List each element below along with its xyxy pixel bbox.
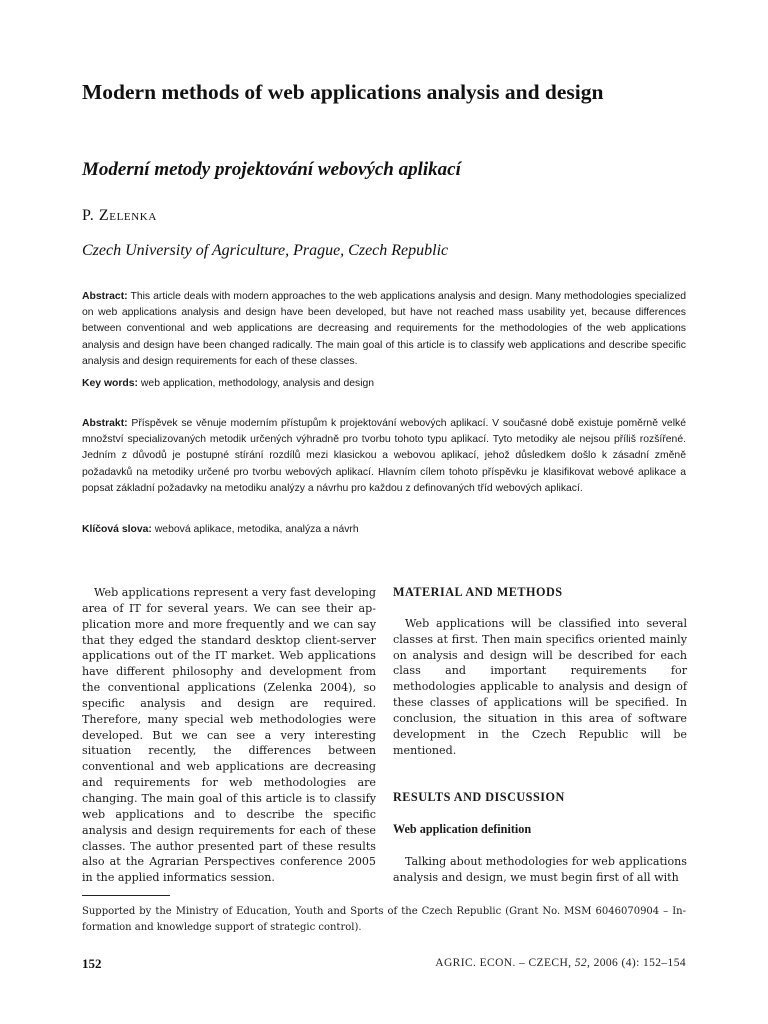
keywords-text: web application, methodology, analysis and design [140,378,375,389]
article-title: Modern methods of web applications analysis and design [82,80,604,104]
journal-citation-footer [435,957,686,969]
keywords-label: Key words: [82,378,139,389]
section-heading-material-methods: MATERIAL AND METHODS [393,585,563,599]
footnote-divider [82,895,170,896]
abstract-english [82,289,686,370]
keywords-english [82,376,686,392]
journal-issue-pages: 2006 (4): 152–154 [593,957,686,969]
body-column-right [393,585,687,886]
body-column-left [82,585,376,886]
journal-volume: 52, [574,957,591,969]
abstract-text: This article deals with modern approaches to the web applications analysis and design. Many methodologies specialized on web applications analysis and design have been developed, but have not reached mass usability yet, because differences between conventional and web applications are decreasing and requirements for the methodologies of the web applications analysis and design have been changed radically. The main goal of this article is to classify web applications and describe specific analysis and design requirements for each of these classes. [82,291,687,367]
abstrakt-label: Abstrakt: [82,418,128,429]
material-methods-paragraph: Web applications will be classified into several classes at first. Then main specifics oriented mainly on analysis and design will be described for each class and important requirements for methodologies applicable to analysis and design of these classes of applications will be specified. In conclusion, the situation in this area of software development in the Czech Republic will be mentioned. [393,616,687,757]
author-name: P. Zelenka [82,207,157,224]
subsection-heading-web-application-definition: Web application definition [393,822,532,837]
definition-paragraph: Talking about methodologies for web applications analysis and design, we must begin first of all with [393,855,687,884]
abstract-czech [82,416,686,497]
article-subtitle-czech: Moderní metody projektování webových aplikací [82,159,461,180]
author-affiliation: Czech University of Agriculture, Prague, Czech Republic [82,242,449,259]
abstract-label: Abstract: [82,291,128,302]
introduction-paragraph: Web applications represent a very fast developing area of IT for several years. We can see their application more and more frequently and we can say that they edged the standard desktop client-server applications out of the IT market. Web applications have different philosophy and development from the conventional applications (Zelenka 2004), so specific analysis and design are required. Therefore, many special web methodologies were developed. But we can see a very interesting situation recently, the differences between conventional and web applications are decreasing and requirements for web methodologies are changing. The main goal of this article is to classify web applications and to describe the specific analysis and design requirements for each of these classes. The author presented part of these results also at the Agrarian Perspectives conference 2005 in the applied informatics session. [82,586,376,885]
klicova-slova-text: webová aplikace, metodika, analýza a návrh [154,524,359,535]
klicova-slova-label: Klíčová slova: [82,524,152,535]
funding-footnote: Supported by the Ministry of Education, Youth and Sports of the Czech Republic (Grant No. MSM 6046070904 – Information and knowledge support of strategic control). [82,906,686,933]
section-heading-results-discussion: RESULTS AND DISCUSSION [393,790,565,805]
journal-name: AGRIC. ECON. – CZECH, [435,957,572,969]
page-number: 152 [82,956,102,971]
abstrakt-text: Příspěvek se věnuje moderním přístupům k projektování webových aplikací. V současné době existuje poměrně velké množství specializovaných metodik určených výhradně pro tvorbu tohoto typu aplikací. Tyto metodiky ale nejsou příliš rozšířené. Jedním z důvodů je postupné stírání rozdílů mezi klasickou a webovou aplikací, jehož důsledkem došlo k zásadní změně požadavků na metodiky určené pro tvorbu webových aplikací. Hlavním cílem tohoto příspěvku je klasifikovat webové aplikace a popsat základní požadavky na metodiku analýzy a návrhu pro každou z definovaných tříd webových aplikací. [82,418,686,494]
keywords-czech [82,522,686,538]
